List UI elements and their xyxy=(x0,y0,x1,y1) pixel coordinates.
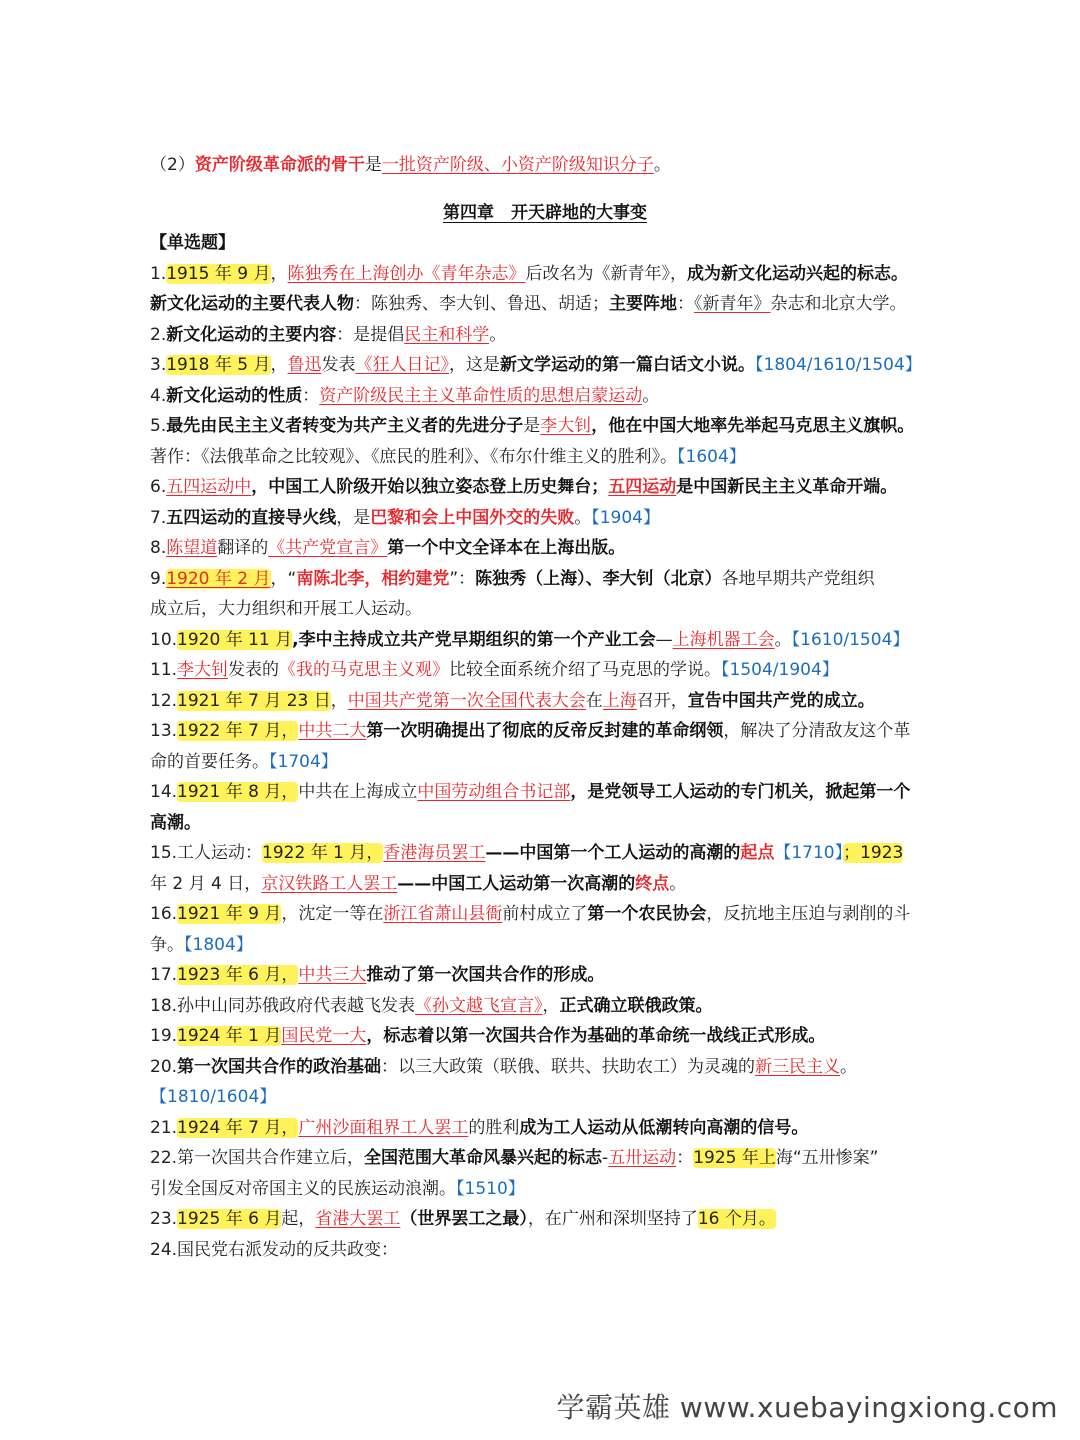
list-item xyxy=(150,838,940,869)
key-phrase: 中国劳动组合书记部 xyxy=(417,782,571,802)
item-number: 2. xyxy=(150,324,167,345)
key-phrase: 李大钊 xyxy=(540,416,592,436)
text: 起， xyxy=(281,1209,316,1229)
text: 成立后，大力组织和开展工人运动。 xyxy=(150,599,422,619)
bold-text: 第一个中文全译本在上海出版。 xyxy=(387,538,626,558)
exam-tag: 【1604】 xyxy=(677,446,746,467)
text: ： xyxy=(677,294,694,314)
bold-text: ，他在中国大地率先举起马克思主义旗帜。 xyxy=(591,416,915,436)
list-item-continuation xyxy=(150,442,940,473)
item-number: 17. xyxy=(150,965,178,985)
date-highlight: 1915 年 9 月 xyxy=(166,263,271,284)
text: 。 xyxy=(489,324,507,345)
key-phrase: 五卅运动 xyxy=(608,1148,677,1168)
exam-tag: 【1504/1904】 xyxy=(721,660,839,680)
list-item xyxy=(150,381,940,412)
key-phrase: 中共二大 xyxy=(298,721,367,741)
exam-tag: 【1810/1604】 xyxy=(150,1087,277,1107)
list-item xyxy=(150,777,940,808)
date-highlight: ；1923 xyxy=(843,843,904,863)
text: 各地早期共产党组织 xyxy=(721,568,875,589)
key-phrase: 《狂人日记》 xyxy=(355,355,450,375)
text: 。 xyxy=(669,873,687,894)
text: 发表的 xyxy=(228,660,280,680)
bold-text: 宣告中国共产党的成立。 xyxy=(687,690,875,711)
list-item xyxy=(150,1143,940,1174)
item-number: 23. xyxy=(150,1209,178,1229)
list-item-continuation xyxy=(150,594,940,625)
key-phrase: 《共产党宣言》 xyxy=(268,538,388,558)
text: 杂志和北京大学。 xyxy=(770,294,907,314)
bold-text: ,李中主持成立共产党早期组织的第一个产业工会 xyxy=(292,629,656,650)
list-item-continuation xyxy=(150,1082,940,1113)
text: 争。 xyxy=(150,934,184,955)
text: 海“五卅惨案” xyxy=(775,1148,879,1168)
intro-subject: 资产阶级革命派的骨干 xyxy=(194,155,365,175)
text: 。 xyxy=(840,1056,858,1077)
bold-text: 成为新文化运动兴起的标志。 xyxy=(687,263,909,284)
item-number: 24. xyxy=(150,1239,178,1260)
text: ，解决了分清敌友这个革 xyxy=(723,721,911,741)
bold-text: 新文化运动的主要代表人物 xyxy=(150,294,354,314)
bold-text: 第一次国共合作的政治基础 xyxy=(177,1056,382,1077)
key-phrase: 上海 xyxy=(602,690,637,711)
text: ：是提倡 xyxy=(336,324,405,345)
list-item-continuation xyxy=(150,1174,940,1205)
list-item-continuation xyxy=(150,869,940,900)
text: 召开， xyxy=(636,690,688,711)
item-number: 8. xyxy=(150,538,167,558)
text: 国民党右派发动的反共政变： xyxy=(177,1239,399,1260)
list-item xyxy=(150,320,940,351)
list-item xyxy=(150,259,940,290)
key-phrase: 五四运动中 xyxy=(166,477,252,497)
key-phrase: 起点 xyxy=(740,843,775,863)
list-item xyxy=(150,472,940,503)
text: ： xyxy=(676,1148,694,1168)
text: 年 2 月 4 日， xyxy=(150,873,262,894)
bold-text: ——中国第一个工人运动的高潮的 xyxy=(485,843,741,863)
item-number: 14. xyxy=(150,782,178,802)
key-phrase: 五四运动 xyxy=(608,477,677,497)
bold-text: ，中国工人阶级开始以独立姿态登上历史舞台； xyxy=(251,477,609,497)
date-highlight: 1921 年 9 月 xyxy=(177,904,282,924)
underlined-text: 《新青年》 xyxy=(694,294,771,314)
key-phrase: 《孙文越飞宣言》 xyxy=(415,995,543,1016)
item-number: 1. xyxy=(150,263,167,284)
key-phrase: 浙江省萧山县衙 xyxy=(383,904,503,924)
text: 第一次国共合作建立后， xyxy=(177,1148,365,1168)
text: 翻译的 xyxy=(217,538,269,558)
text: ， xyxy=(542,995,560,1016)
item-number: 13. xyxy=(150,721,178,741)
text: ：以三大政策（联俄、联共、扶助农工）为灵魂的 xyxy=(381,1056,756,1077)
watermark: 学霸英雄 www.xuebayingxiong.com xyxy=(556,1391,1058,1424)
key-phrase: 新三民主义 xyxy=(755,1056,841,1077)
text: 孙中山同苏俄政府代表越飞发表 xyxy=(177,995,416,1016)
exam-tag: 【1704】 xyxy=(269,751,338,772)
item-number: 5. xyxy=(150,416,167,436)
text: 引发全国反对帝国主义的民族运动浪潮。 xyxy=(150,1178,456,1199)
item-number: 9. xyxy=(150,568,167,589)
list-item xyxy=(150,991,940,1022)
key-phrase: 京汉铁路工人罢工 xyxy=(261,873,398,894)
bold-text: 第一次明确提出了彻底的反帝反封建的革命纲领 xyxy=(366,721,724,741)
list-item xyxy=(150,533,940,564)
list-item xyxy=(150,350,940,381)
intro-verb: 是 xyxy=(364,155,382,175)
bold-text: 陈独秀（上海）、李大钊（北京） xyxy=(475,568,722,589)
bold-text: 新文化运动的主要内容 xyxy=(166,324,337,345)
text: — xyxy=(655,629,673,650)
item-number: 3. xyxy=(150,355,167,375)
text: 后改名为《新青年》， xyxy=(525,263,688,284)
key-phrase: 国民党一大 xyxy=(281,1026,367,1046)
list-item xyxy=(150,1113,940,1144)
date-highlight: 1922 年 1 月， xyxy=(262,843,384,863)
date-highlight: 16 个月。 xyxy=(697,1209,776,1229)
bold-text: ，标志着以第一次国共合作为基础的革命统一战线正式形成。 xyxy=(366,1026,826,1046)
exam-tag: 【1804】 xyxy=(184,934,253,955)
date-highlight: 1924 年 1 月 xyxy=(177,1026,282,1046)
bold-text: 新文化运动的性质 xyxy=(166,385,303,406)
list-item xyxy=(150,503,940,534)
list-item xyxy=(150,899,940,930)
date-highlight: 1924 年 7 月， xyxy=(177,1117,299,1138)
text: ”： xyxy=(449,568,476,589)
exam-tag: 【1510】 xyxy=(456,1178,525,1199)
item-number: 6. xyxy=(150,477,167,497)
intro-number: （2） xyxy=(150,155,195,175)
item-number: 12. xyxy=(150,690,178,711)
bold-text: 正式确立联俄政策。 xyxy=(559,995,713,1016)
list-item-continuation xyxy=(150,808,940,839)
list-item xyxy=(150,411,940,442)
date-highlight: 1925 年上 xyxy=(693,1148,776,1168)
key-phrase: 李大钊 xyxy=(177,660,229,680)
text: ，反抗地主压迫与剥削的斗 xyxy=(706,904,911,924)
separator: ， xyxy=(330,690,348,711)
item-number: 18. xyxy=(150,995,178,1016)
list-item-continuation xyxy=(150,930,940,961)
key-phrase: 巴黎和会上中国外交的失败 xyxy=(370,507,575,528)
text: 在 xyxy=(585,690,603,711)
list-item xyxy=(150,564,940,595)
intro-line xyxy=(150,150,940,181)
item-number: 16. xyxy=(150,904,178,924)
exam-tag: 【1610/1504】 xyxy=(791,629,910,650)
key-phrase: 《我的马克思主义观》 xyxy=(279,660,450,680)
list-item xyxy=(150,1052,940,1083)
text: 工人运动： xyxy=(177,843,263,863)
item-number: 22. xyxy=(150,1148,178,1168)
chapter-title: 第四章 开天辟地的大事变 xyxy=(443,202,647,223)
item-number: 15. xyxy=(150,843,178,863)
text: ，在广州和深圳坚持了 xyxy=(527,1209,698,1229)
text: 命的首要任务。 xyxy=(150,751,269,772)
bold-text: 高潮。 xyxy=(150,812,201,833)
text: ，“ xyxy=(270,568,297,589)
bold-text: 主要阵地 xyxy=(609,294,677,314)
item-number: 21. xyxy=(150,1117,178,1138)
key-phrase: 终点 xyxy=(635,873,670,894)
item-number: 11. xyxy=(150,660,178,680)
document-body xyxy=(150,150,940,1265)
key-phrase: 民主和科学 xyxy=(404,324,490,345)
date-highlight: 1920 年 2 月 xyxy=(166,568,271,589)
bold-text: ，是党领导工人运动的专门机关，掀起第一个 xyxy=(570,782,911,802)
list-item xyxy=(150,716,940,747)
date-highlight: 1921 年 7 月 23 日 xyxy=(177,690,331,711)
exam-tag: 【1710】 xyxy=(774,843,844,863)
key-phrase: 陈望道 xyxy=(166,538,218,558)
bold-text: 推动了第一次国共合作的形成。 xyxy=(366,965,605,985)
text: ，是 xyxy=(336,507,371,528)
intro-object: 一批资产阶级、小资产阶级知识分子 xyxy=(381,155,654,175)
key-phrase: 省港大罢工 xyxy=(315,1209,401,1229)
list-item-continuation xyxy=(150,289,940,320)
separator: ， xyxy=(270,355,288,375)
date-highlight: 1920 年 11 月 xyxy=(177,629,293,650)
text: 前村成立了 xyxy=(502,904,588,924)
date-highlight: 1918 年 5 月 xyxy=(166,355,271,375)
bold-text: ——中国工人运动第一次高潮的 xyxy=(397,873,636,894)
list-item-continuation xyxy=(150,747,940,778)
exam-tag: 【1804/1610/1504】 xyxy=(755,355,922,375)
date-highlight: 1921 年 8 月， xyxy=(177,782,299,802)
key-phrase: 南陈北李，相约建党 xyxy=(296,568,450,589)
item-number: 20. xyxy=(150,1056,178,1077)
key-phrase: 陈独秀在上海创办《青年杂志》 xyxy=(287,263,526,284)
key-phrase: 中国共产党第一次全国代表大会 xyxy=(347,690,586,711)
item-number: 10. xyxy=(150,629,178,650)
list-item xyxy=(150,960,940,991)
text: 。 xyxy=(774,629,792,650)
text: ： xyxy=(302,385,320,406)
text: 比较全面系统介绍了马克思的学说。 xyxy=(449,660,722,680)
intro-end: 。 xyxy=(653,155,671,175)
list-item xyxy=(150,686,940,717)
text: 发表 xyxy=(321,355,356,375)
bold-text: 是中国新民主主义革命开端。 xyxy=(676,477,898,497)
item-number: 4. xyxy=(150,385,167,406)
list-item xyxy=(150,1204,940,1235)
text: ：陈独秀、李大钊、鲁迅、胡适； xyxy=(354,294,609,314)
text: 。 xyxy=(642,385,660,406)
exam-tag: 【1904】 xyxy=(591,507,660,528)
date-highlight: 1922 年 7 月， xyxy=(177,721,299,741)
key-phrase: 香港海员罢工 xyxy=(383,843,486,863)
bold-text: 第一个农民协会 xyxy=(587,904,707,924)
text: - xyxy=(602,1148,609,1168)
text: 。 xyxy=(574,507,592,528)
item-number: 7. xyxy=(150,507,167,528)
date-highlight: 1923 年 6 月， xyxy=(177,965,299,985)
separator: ， xyxy=(270,263,288,284)
date-highlight: 1925 年 6 月 xyxy=(177,1209,282,1229)
bold-text: 最先由民主主义者转变为共产主义者的先进分子 xyxy=(166,416,524,436)
bold-text: 新文学运动的第一篇白话文小说。 xyxy=(500,355,756,375)
key-phrase: 中共三大 xyxy=(298,965,367,985)
bold-text: 五四运动的直接导火线 xyxy=(166,507,337,528)
list-item xyxy=(150,625,940,656)
key-phrase: 鲁迅 xyxy=(287,355,322,375)
bold-text: 成为工人运动从低潮转向高潮的信号。 xyxy=(519,1117,809,1138)
text: 著作：《法俄革命之比较观》、《庶民的胜利》、《布尔什维主义的胜利》。 xyxy=(150,446,677,467)
text: 中共在上海成立 xyxy=(298,782,418,802)
text: ，这是 xyxy=(449,355,501,375)
text: 的胜利 xyxy=(468,1117,520,1138)
item-number: 19. xyxy=(150,1026,178,1046)
bold-text: （世界罢工之最） xyxy=(400,1209,528,1229)
key-phrase: 上海机器工会 xyxy=(672,629,775,650)
text: ，沈定一等在 xyxy=(281,904,384,924)
list-item xyxy=(150,655,940,686)
text: 是 xyxy=(523,416,541,436)
section-label: 【单选题】 xyxy=(150,233,235,253)
key-phrase: 资产阶级民主主义革命性质的思想启蒙运动 xyxy=(319,385,643,406)
list-item xyxy=(150,1021,940,1052)
bold-text: 全国范围大革命风暴兴起的标志 xyxy=(364,1148,603,1168)
list-item xyxy=(150,1235,940,1266)
key-phrase: 广州沙面租界工人罢工 xyxy=(298,1117,469,1138)
